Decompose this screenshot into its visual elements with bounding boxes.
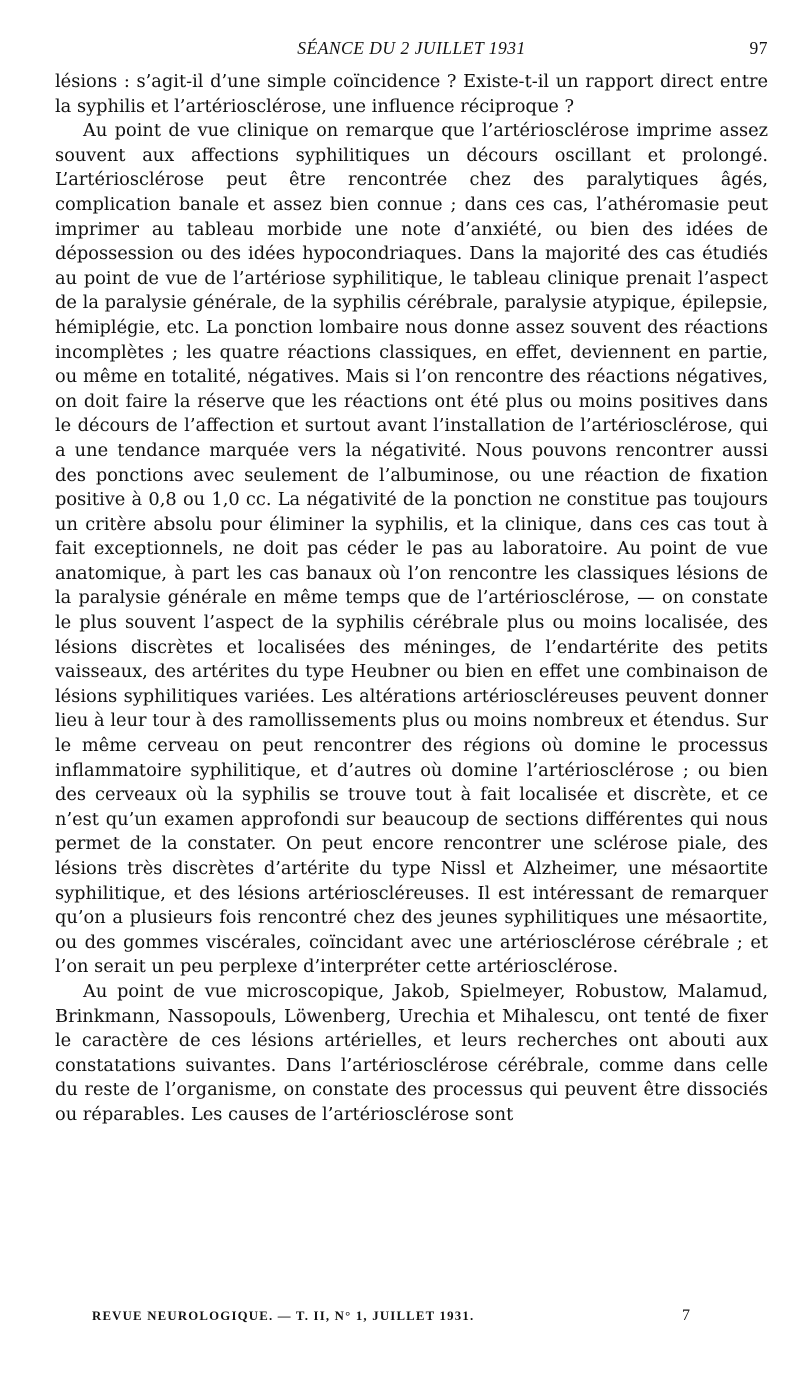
page-footer: [92, 1307, 690, 1331]
body-text: [55, 70, 768, 1128]
page-header: [55, 38, 768, 64]
page-number: 97: [749, 38, 768, 58]
journal-citation: REVUE NEUROLOGIQUE. — T. II, N° 1, JUILLET 1931.: [92, 1309, 475, 1323]
paragraph-continued: lésions : s’agit-il d’une simple coïncidence ? Existe-t-il un rapport direct entre la syphilis et l’artériosclérose, une influence réciproque ?: [55, 71, 768, 117]
paragraph-microscopic: Au point de vue microscopique, Jakob, Spielmeyer, Robustow, Malamud, Brinkmann, Nassopouls, Löwenberg, Urechia et Mihalescu, ont tenté de fixer le caractère de ces lésions artérielles, et leurs recherches ont abouti aux constatations suivantes. Dans l’artériosclérose cérébrale, comme dans celle du reste de l’organisme, on constate des processus qui peuvent être dissociés ou réparables. Les causes de l’artériosclérose sont: [55, 980, 768, 1125]
paragraph-clinical: Au point de vue clinique on remarque que l’artériosclérose imprime assez souvent aux affections syphilitiques un décours oscillant et prolongé. L’artériosclérose peut être rencontrée chez des paralytiques âgés, complication banale et assez bien connue ; dans ces cas, l’athéromasie peut imprimer au tableau morbide une note d’anxiété, ou bien des idées de dépossession ou des idées hypocondriaques. Dans la majorité des cas étudiés au point de vue de l’artériose syphilitique, le tableau clinique prenait l’aspect de la paralysie générale, de la syphilis cérébrale, paralysie atypique, épilepsie, hémiplégie, etc. La ponction lombaire nous donne assez souvent des réactions incomplètes ; les quatre réactions classiques, en effet, deviennent en partie, ou même en totalité, négatives. Mais si l’on rencontre des réactions négatives, on doit faire la réserve que les réactions ont été plus ou moins positives dans le décours de l’affection et surtout avant l’installation de l’artériosclérose, qui a une tendance marquée vers la négativité. Nous pouvons rencontrer aussi des ponctions avec seulement de l’albuminose, ou une réaction de fixation positive à 0,8 ou 1,0 cc. La négativité de la ponction ne constitue pas toujours un critère absolu pour éliminer la syphilis, et la clinique, dans ces cas tout à fait exceptionnels, ne doit pas céder le pas au laboratoire. Au point de vue anatomique, à part les cas banaux où l’on rencontre les classiques lésions de la paralysie générale en même temps que de l’artériosclérose, — on constate le plus souvent l’aspect de la syphilis cérébrale plus ou moins localisée, des lésions discrètes et localisées des méninges, de l’endartérite des petits vaisseaux, des artérites du type Heubner ou bien en effet une combinaison de lésions syphilitiques variées. Les altérations artérioscléreuses peuvent donner lieu à leur tour à des ramollissements plus ou moins nombreux et étendus. Sur le même cerveau on peut rencontrer des régions où domine le processus inflammatoire syphilitique, et d’autres où domine l’artériosclérose ; ou bien des cerveaux où la syphilis se trouve tout à fait localisée et discrète, et ce n’est qu’un examen approfondi sur beaucoup de sections différentes qui nous permet de la constater. On peut encore rencontrer une sclérose piale, des lésions très discrètes d’artérite du type Nissl et Alzheimer, une mésaortite syphilitique, et des lésions artérioscléreuses. Il est intéressant de remarquer qu’on a plusieurs fois rencontré chez des jeunes syphilitiques une mésaortite, ou des gommes viscérales, coïncidant avec une artériosclérose cérébrale ; et l’on serait un peu perplexe d’interpréter cette artériosclérose.: [55, 120, 768, 978]
sheet-number: 7: [682, 1307, 690, 1324]
running-title: SÉANCE DU 2 JUILLET 1931: [297, 38, 526, 58]
